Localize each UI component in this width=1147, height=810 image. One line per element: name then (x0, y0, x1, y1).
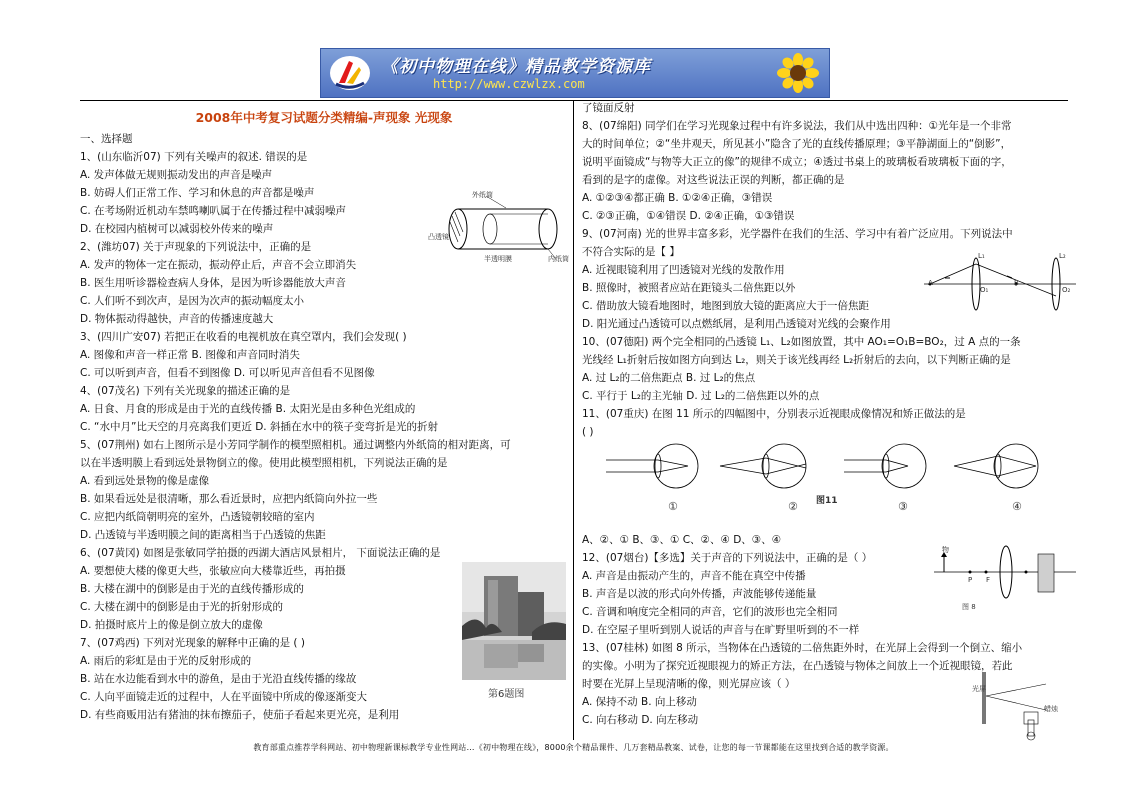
question-line: D. 物体振动得越快，声音的传播速度越大 (80, 313, 274, 325)
question-line: 9、(07河南) 光的世界丰富多彩，光学器件在我们的生活、学习中有着广泛应用。下列说法中 (582, 228, 1013, 240)
question-line: A. 发声体做无规则振动发出的声音是噪声 (80, 169, 273, 181)
site-logo-icon (327, 53, 373, 93)
q12-label-object: 物 (942, 546, 949, 554)
eye-fig-caption: 图11 (816, 496, 838, 506)
right-column (582, 99, 1072, 729)
sunflower-icon (775, 53, 821, 93)
question-line: 了镜面反射 (582, 102, 635, 114)
question-line: C. “水中月”比天空的月亮离我们更近 D. 斜插在水中的筷子变弯折是光的折射 (80, 421, 438, 433)
question-line: B. 妨碍人们正常工作、学习和休息的声音都是噪声 (80, 187, 315, 199)
hotel-photo-figure (462, 562, 566, 680)
q10-label-B: B (1014, 279, 1019, 287)
question-line: B. 大楼在湖中的倒影是由于光的直线传播形成的 (80, 583, 304, 595)
question-line: 13、(07桂林) 如图 8 所示，当物体在凸透镜的二倍焦距外时，在光屏上会得到一个倒立、缩小 (582, 642, 1023, 654)
question-line (582, 513, 1072, 531)
question-line: C. ②③正确，①④错误 D. ②④正确，①③错误 (582, 210, 795, 222)
eye-diagrams-figure (604, 436, 1064, 498)
question-line: 2、(潍坊07) 关于声现象的下列说法中，正确的是 (80, 241, 312, 253)
question-line: C. 借助放大镜看地图时，地图到放大镜的距离应大于一倍焦距 (582, 300, 870, 312)
question-line: D. 有些商贩用沾有猪油的抹布擦茄子，使茄子看起来更光亮，是利用 (80, 709, 400, 721)
q10-label-O2: O₂ (1062, 286, 1071, 294)
question-line: B. 声音是以波的形式向外传播，声波能够传递能量 (582, 588, 817, 600)
question-line: C. 音调和响度完全相同的声音，它们的波形也完全相同 (582, 606, 838, 618)
question-line: 的实像。小明为了探究近视眼视力的矫正方法，在凸透镜与物体之间放上一个近视眼镜，若此 (582, 660, 1013, 672)
camera-label-lens: 凸透镜 (428, 233, 449, 241)
document-title: 2008年中考复习试题分类精编-声现象 光现象 (195, 110, 453, 125)
question-line: B. 站在水边能看到水中的游鱼，是由于光沿直线传播的缘故 (80, 673, 357, 685)
question-line: 3、(四川广安07) 若把正在收看的电视机放在真空罩内，我们会发现( ) (80, 331, 407, 343)
question-line: B. 照像时，被照者应站在距镜头二倍焦距以外 (582, 282, 796, 294)
q10-label-A: A (928, 279, 933, 287)
header-banner (320, 48, 830, 98)
q13-label-screen: 光屏 (972, 685, 986, 693)
camera-label-inner: 内纸筒 (548, 255, 569, 263)
q12-label-P: P (968, 576, 973, 584)
question-line: A. 图像和声音一样正常 B. 图像和声音同时消失 (80, 349, 300, 361)
question-line: A. 雨后的彩虹是由于光的反射形成的 (80, 655, 252, 667)
question-line: A. 发声的物体一定在振动，振动停止后，声音不会立即消失 (80, 259, 357, 271)
question-line: B. 如果看远处是很清晰，那么看近景时，应把内纸筒向外拉一些 (80, 493, 378, 505)
question-line: C. 平行于 L₂的主光轴 D. 过 L₂的二倍焦距以外的点 (582, 390, 820, 402)
banner-url[interactable]: http://www.czwlzx.com (433, 77, 585, 91)
question-line: 光线经 L₁折射后按如图方向到达 L₂，则关于该光线再经 L₂折射后的去向，以下判断正确的是 (582, 354, 1011, 366)
question-line: 1、(山东临沂07) 下列有关噪声的叙述. 错误的是 (80, 151, 308, 163)
question-line: 8、(07绵阳) 同学们在学习光现象过程中有许多说法，我们从中选出四种：①光年是一个非常 (582, 120, 1012, 132)
question-line: 看到的是字的虚像。对这些说法正误的判断，都正确的是 (582, 174, 845, 186)
right-question-list (582, 99, 1072, 729)
question-line: 不符合实际的是【 】 (582, 246, 680, 258)
q12-label-F: F (986, 576, 991, 584)
q10-label-L1: L₁ (978, 252, 985, 260)
question-line: D. 凸透镜与半透明膜之间的距离相当于凸透镜的焦距 (80, 529, 326, 541)
question-line: 说明平面镜成“与物等大正立的像”的规律不成立；④透过书桌上的玻璃板看玻璃板下面的字， (582, 156, 1012, 168)
question-line: B. 医生用听诊器检查病人身体，是因为听诊器能放大声音 (80, 277, 346, 289)
question-line: D. 在校园内植树可以减弱校外传来的噪声 (80, 223, 274, 235)
question-line: 时要在光屏上呈现清晰的像，则光屏应该（ ） (582, 678, 796, 690)
q6-figure-caption: 第6题图 (488, 689, 525, 700)
question-line: 大的时间单位；②“坐井观天，所见甚小”隐含了光的直线传播原理；③平静湖面上的“倒影”， (582, 138, 1012, 150)
question-line: A. ①②③④都正确 B. ①②④正确，③错误 (582, 192, 773, 204)
question-line: C. 应把内纸筒朝明亮的室外，凸透镜朝较暗的室内 (80, 511, 315, 523)
question-line: 12、(07烟台)【多选】关于声音的下列说法中，正确的是（ ） (582, 552, 873, 564)
question-line: D. 拍摄时底片上的像是倒立放大的虚像 (80, 619, 263, 631)
camera-label-outer: 外纸筒 (472, 191, 493, 199)
question-line: C. 在考场附近机动车禁鸣喇叭属于在传播过程中减弱噪声 (80, 205, 347, 217)
question-line: 以在半透明膜上看到远处景物倒立的像。使用此模型照相机，下列说法正确的是 (80, 457, 448, 469)
column-divider (573, 100, 574, 740)
page-footer: 教育部重点推荐学科网站、初中物理新课标教学专业性网站…《初中物理在线》，8000余个精品课件、几万套精品教案、试卷，让您的每一节课都能在这里找到合适的教学资源。 (253, 743, 894, 752)
question-line: C. 人向平面镜走近的过程中，人在平面镜中所成的像逐渐变大 (80, 691, 368, 703)
eye-fig-num-1: ① (668, 500, 678, 513)
question-line: C. 大楼在湖中的倒影是由于光的折射形成的 (80, 601, 284, 613)
two-lens-figure (920, 248, 1080, 320)
question-line: A. 日食、月食的形成是由于光的直线传播 B. 太阳光是由多种色光组成的 (80, 403, 416, 415)
question-line: A、②、① B、③、① C、②、④ D、③、④ (582, 534, 782, 546)
question-line: C. 向右移动 D. 向左移动 (582, 714, 699, 726)
question-line: A. 过 L₂的二倍焦距点 B. 过 L₂的焦点 (582, 372, 756, 384)
question-line: A. 看到远处景物的像是虚像 (80, 475, 210, 487)
question-line: A. 近视眼镜利用了凹透镜对光线的发散作用 (582, 264, 785, 276)
question-line: 6、(07黄冈) 如图是张敏同学拍摄的西湖大酒店风景相片， 下面说法正确的是 (80, 547, 441, 559)
q12-fig-label: 图 8 (962, 603, 976, 611)
question-line: A. 声音是由振动产生的，声音不能在真空中传播 (582, 570, 806, 582)
question-line: C. 可以听到声音，但看不到图像 D. 可以听见声音但看不见图像 (80, 367, 375, 379)
question-line: D. 阳光通过凸透镜可以点燃纸屑，是利用凸透镜对光线的会聚作用 (582, 318, 891, 330)
question-line: 11、(07重庆) 在图 11 所示的四幅图中，分别表示近视眼成像情况和矫正做法的是 (582, 408, 966, 420)
question-line: D. 在空屋子里听到别人说话的声音与在旷野里听到的不一样 (582, 624, 860, 636)
q13-label-lamp: 蜡烛 (1044, 705, 1058, 713)
camera-label-film: 半透明膜 (484, 255, 512, 263)
question-line: A. 要想使大楼的像更大些，张敏应向大楼靠近些，再拍摄 (80, 565, 346, 577)
lens-object-figure (930, 542, 1080, 604)
question-line: 4、(07茂名) 下列有关光现象的描述正确的是 (80, 385, 291, 397)
question-line: 5、(07荆州) 如右上图所示是小芳同学制作的模型照相机。通过调整内外纸筒的相对距离，可 (80, 439, 511, 451)
question-line: 7、(07鸡西) 下列对光现象的解释中正确的是 ( ) (80, 637, 305, 649)
q10-label-O1: O₁ (980, 286, 989, 294)
question-line: C. 人们听不到次声，是因为次声的振动幅度太小 (80, 295, 305, 307)
eye-fig-num-4: ④ (1012, 500, 1022, 513)
question-line: A. 保持不动 B. 向上移动 (582, 696, 697, 708)
banner-title: 《初中物理在线》精品教学资源库 (381, 57, 651, 77)
q10-label-L2: L₂ (1059, 252, 1066, 260)
eye-fig-num-2: ② (788, 500, 798, 513)
question-line: ( ) (582, 426, 594, 438)
section-heading: 一、选择题 (80, 133, 133, 145)
eye-fig-num-3: ③ (898, 500, 908, 513)
question-line: 10、(07德阳) 两个完全相同的凸透镜 L₁、L₂如图放置，其中 AO₁=O₁B=BO₂，过 A 点的一条 (582, 336, 1021, 348)
